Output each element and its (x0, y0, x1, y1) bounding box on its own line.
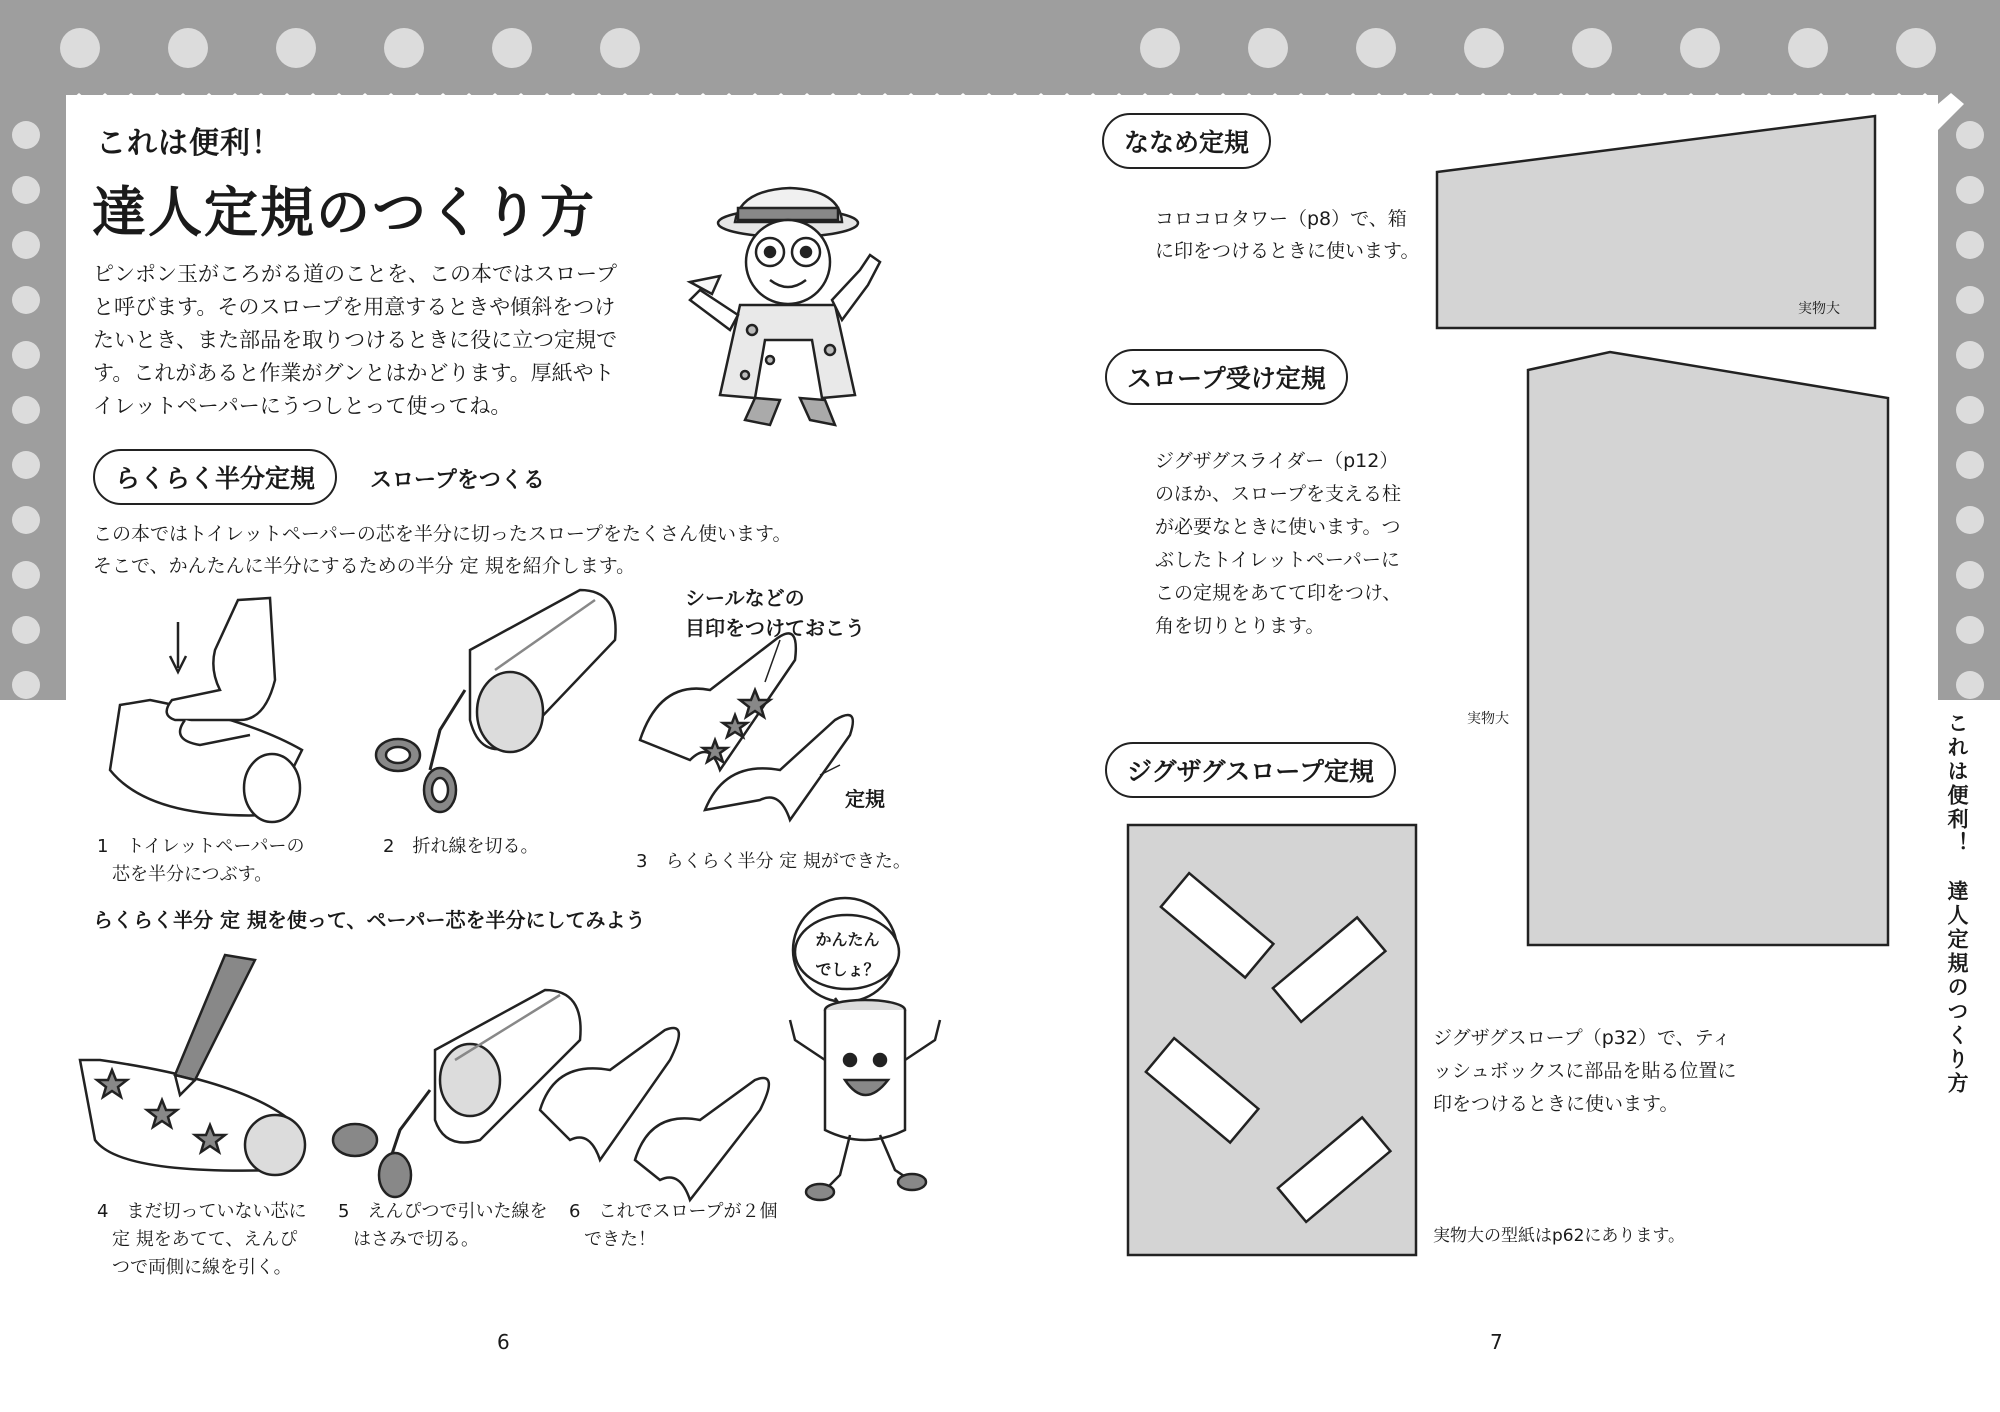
step4-illustration (80, 955, 305, 1175)
actual-size-label: 実物大 (1798, 301, 1840, 317)
caption-line: 4 まだ切っていない芯に (97, 1201, 307, 1222)
desc-line: この定規をあてて印をつけ、 (1155, 582, 1402, 604)
frame-dot (276, 28, 316, 68)
frame-dot (12, 341, 40, 369)
annotation-line: シールなどの (685, 586, 805, 610)
frame-dot (1356, 28, 1396, 68)
frame-dot (1956, 616, 1984, 644)
slope-holder-description (1155, 445, 1401, 643)
frame-dot (1956, 451, 1984, 479)
caption-line: 5 えんぴつで引いた線を (338, 1201, 548, 1222)
page-number-right: 7 (1490, 1330, 1503, 1354)
step-3-caption (636, 848, 911, 876)
caption-line: 1 トイレットペーパーの (97, 836, 305, 857)
frame-dot (12, 121, 40, 149)
desc-line: ッシュボックスに部品を貼る位置に (1433, 1060, 1737, 1082)
caption-line: 芯を半分につぶす。 (112, 864, 273, 885)
intro-line: と呼びます。そのスロープを用意するときや傾斜をつけ (93, 295, 616, 319)
frame-dot (384, 28, 424, 68)
section-subtitle: スロープをつくる (370, 468, 545, 493)
side-title: これは便利！ 達人定規のつくり方 (1945, 712, 1969, 1096)
caption-line: つで両側に線を引く。 (112, 1257, 292, 1278)
desc-line: この本ではトイレットペーパーの芯を半分に切ったスロープをたくさん使います。 (93, 523, 792, 545)
caption-line: 3 らくらく半分 定 規ができた。 (636, 851, 911, 872)
section-pill-diagonal-ruler: ななめ定規 (1102, 113, 1271, 169)
page-number-left: 6 (497, 1330, 510, 1354)
step-5-caption (338, 1198, 547, 1254)
caption-line: 定 規をあてて、えんぴ (112, 1229, 298, 1250)
frame-dot (1956, 286, 1984, 314)
frame-dot (12, 451, 40, 479)
step-4-caption (97, 1198, 306, 1282)
frame-dot (1788, 28, 1828, 68)
step5-illustration (333, 990, 581, 1197)
desc-line: ジグザグスライダー（p12） (1155, 450, 1399, 472)
annotation-line: 目印をつけておこう (685, 616, 865, 640)
bubble-line: かんたん (815, 930, 880, 949)
caption-line: できた！ (584, 1229, 656, 1250)
section1-description (93, 518, 791, 582)
frame-dot (1140, 28, 1180, 68)
seal-annotation (685, 583, 865, 643)
section-pill-zigzag-ruler: ジグザグスロープ定規 (1105, 742, 1396, 798)
intro-line: ピンポン玉がころがる道のことを、この本ではスロープ (93, 262, 617, 286)
frame-dot (1956, 396, 1984, 424)
actual-size-label: 実物大 (1467, 711, 1509, 727)
step6-illustration (540, 1028, 769, 1200)
intro-line: す。これがあると作業がグンとはかどります。厚紙やト (93, 361, 615, 385)
ruler-annotation: 定規 (845, 787, 885, 811)
desc-line: コロコロタワー（p8）で、箱 (1155, 208, 1407, 230)
frame-dot (1956, 506, 1984, 534)
frame-dot (1680, 28, 1720, 68)
frame-dot (60, 28, 100, 68)
frame-dot (600, 28, 640, 68)
step2-illustration (376, 590, 616, 812)
frame-dot (12, 561, 40, 589)
frame-dot (12, 506, 40, 534)
template-note: 実物大の型紙はp62にあります。 (1433, 1226, 1686, 1246)
desc-line: が必要なときに使います。つ (1155, 516, 1401, 538)
zigzag-ruler-description (1433, 1022, 1736, 1121)
frame-dot (12, 671, 40, 699)
frame-dot (1248, 28, 1288, 68)
desc-line: のほか、スロープを支える柱 (1155, 483, 1402, 505)
section-pill-slope-holder-ruler: スロープ受け定規 (1105, 349, 1348, 405)
section2-heading: らくらく半分 定 規を使って、ペーパー芯を半分にしてみよう (93, 908, 646, 932)
frame-dot (1572, 28, 1612, 68)
desc-line: ジグザグスロープ（p32）で、ティ (1433, 1027, 1732, 1049)
caption-line: 6 これでスロープが２個 (569, 1201, 778, 1222)
diagonal-ruler-description (1155, 203, 1419, 267)
frame-dot (12, 286, 40, 314)
character-illustration (690, 188, 880, 425)
step3-illustration (640, 633, 853, 820)
desc-line: そこで、かんたんに半分にするための半分 定 規を紹介します。 (93, 555, 636, 577)
frame-dot (12, 176, 40, 204)
bubble-line: でしょ？ (815, 960, 880, 979)
frame-dot (1896, 28, 1936, 68)
desc-line: 角を切りとります。 (1155, 615, 1325, 637)
caption-line: はさみで切る。 (353, 1229, 479, 1250)
caption-line: 2 折れ線を切る。 (383, 836, 539, 857)
frame-dot (1956, 121, 1984, 149)
frame-dot (1956, 231, 1984, 259)
frame-dot (1464, 28, 1504, 68)
desc-line: 印をつけるときに使います。 (1433, 1093, 1679, 1115)
section-pill-easy-half-ruler: らくらく半分定規 (93, 449, 337, 505)
slope-holder-template (1528, 352, 1888, 945)
desc-line: ぶしたトイレットペーパーに (1155, 549, 1400, 571)
page-title: 達人定規のつくり方 (92, 181, 596, 244)
frame-dot (492, 28, 532, 68)
frame-dot (12, 231, 40, 259)
zigzag-edge (66, 93, 1964, 130)
desc-line: に印をつけるときに使います。 (1155, 240, 1420, 262)
frame-dot (168, 28, 208, 68)
step-2-caption (383, 833, 538, 861)
frame-dot (1956, 671, 1984, 699)
frame-dot (1956, 176, 1984, 204)
frame-dot (12, 616, 40, 644)
diagonal-ruler-template (1437, 116, 1875, 328)
intro-line: たいとき、また部品を取りつけるときに役に立つ定規で (93, 328, 618, 352)
step1-illustration (110, 598, 302, 822)
intro-paragraph (93, 258, 653, 423)
step-6-caption (569, 1198, 778, 1254)
intro-line: イレットペーパーにうつしとって使ってね。 (93, 394, 512, 418)
step-1-caption (97, 833, 304, 889)
title-small: これは便利！ (96, 126, 282, 161)
frame-dot (1956, 341, 1984, 369)
speech-bubble-text (795, 925, 900, 985)
frame-dot (12, 396, 40, 424)
frame-dot (1956, 561, 1984, 589)
